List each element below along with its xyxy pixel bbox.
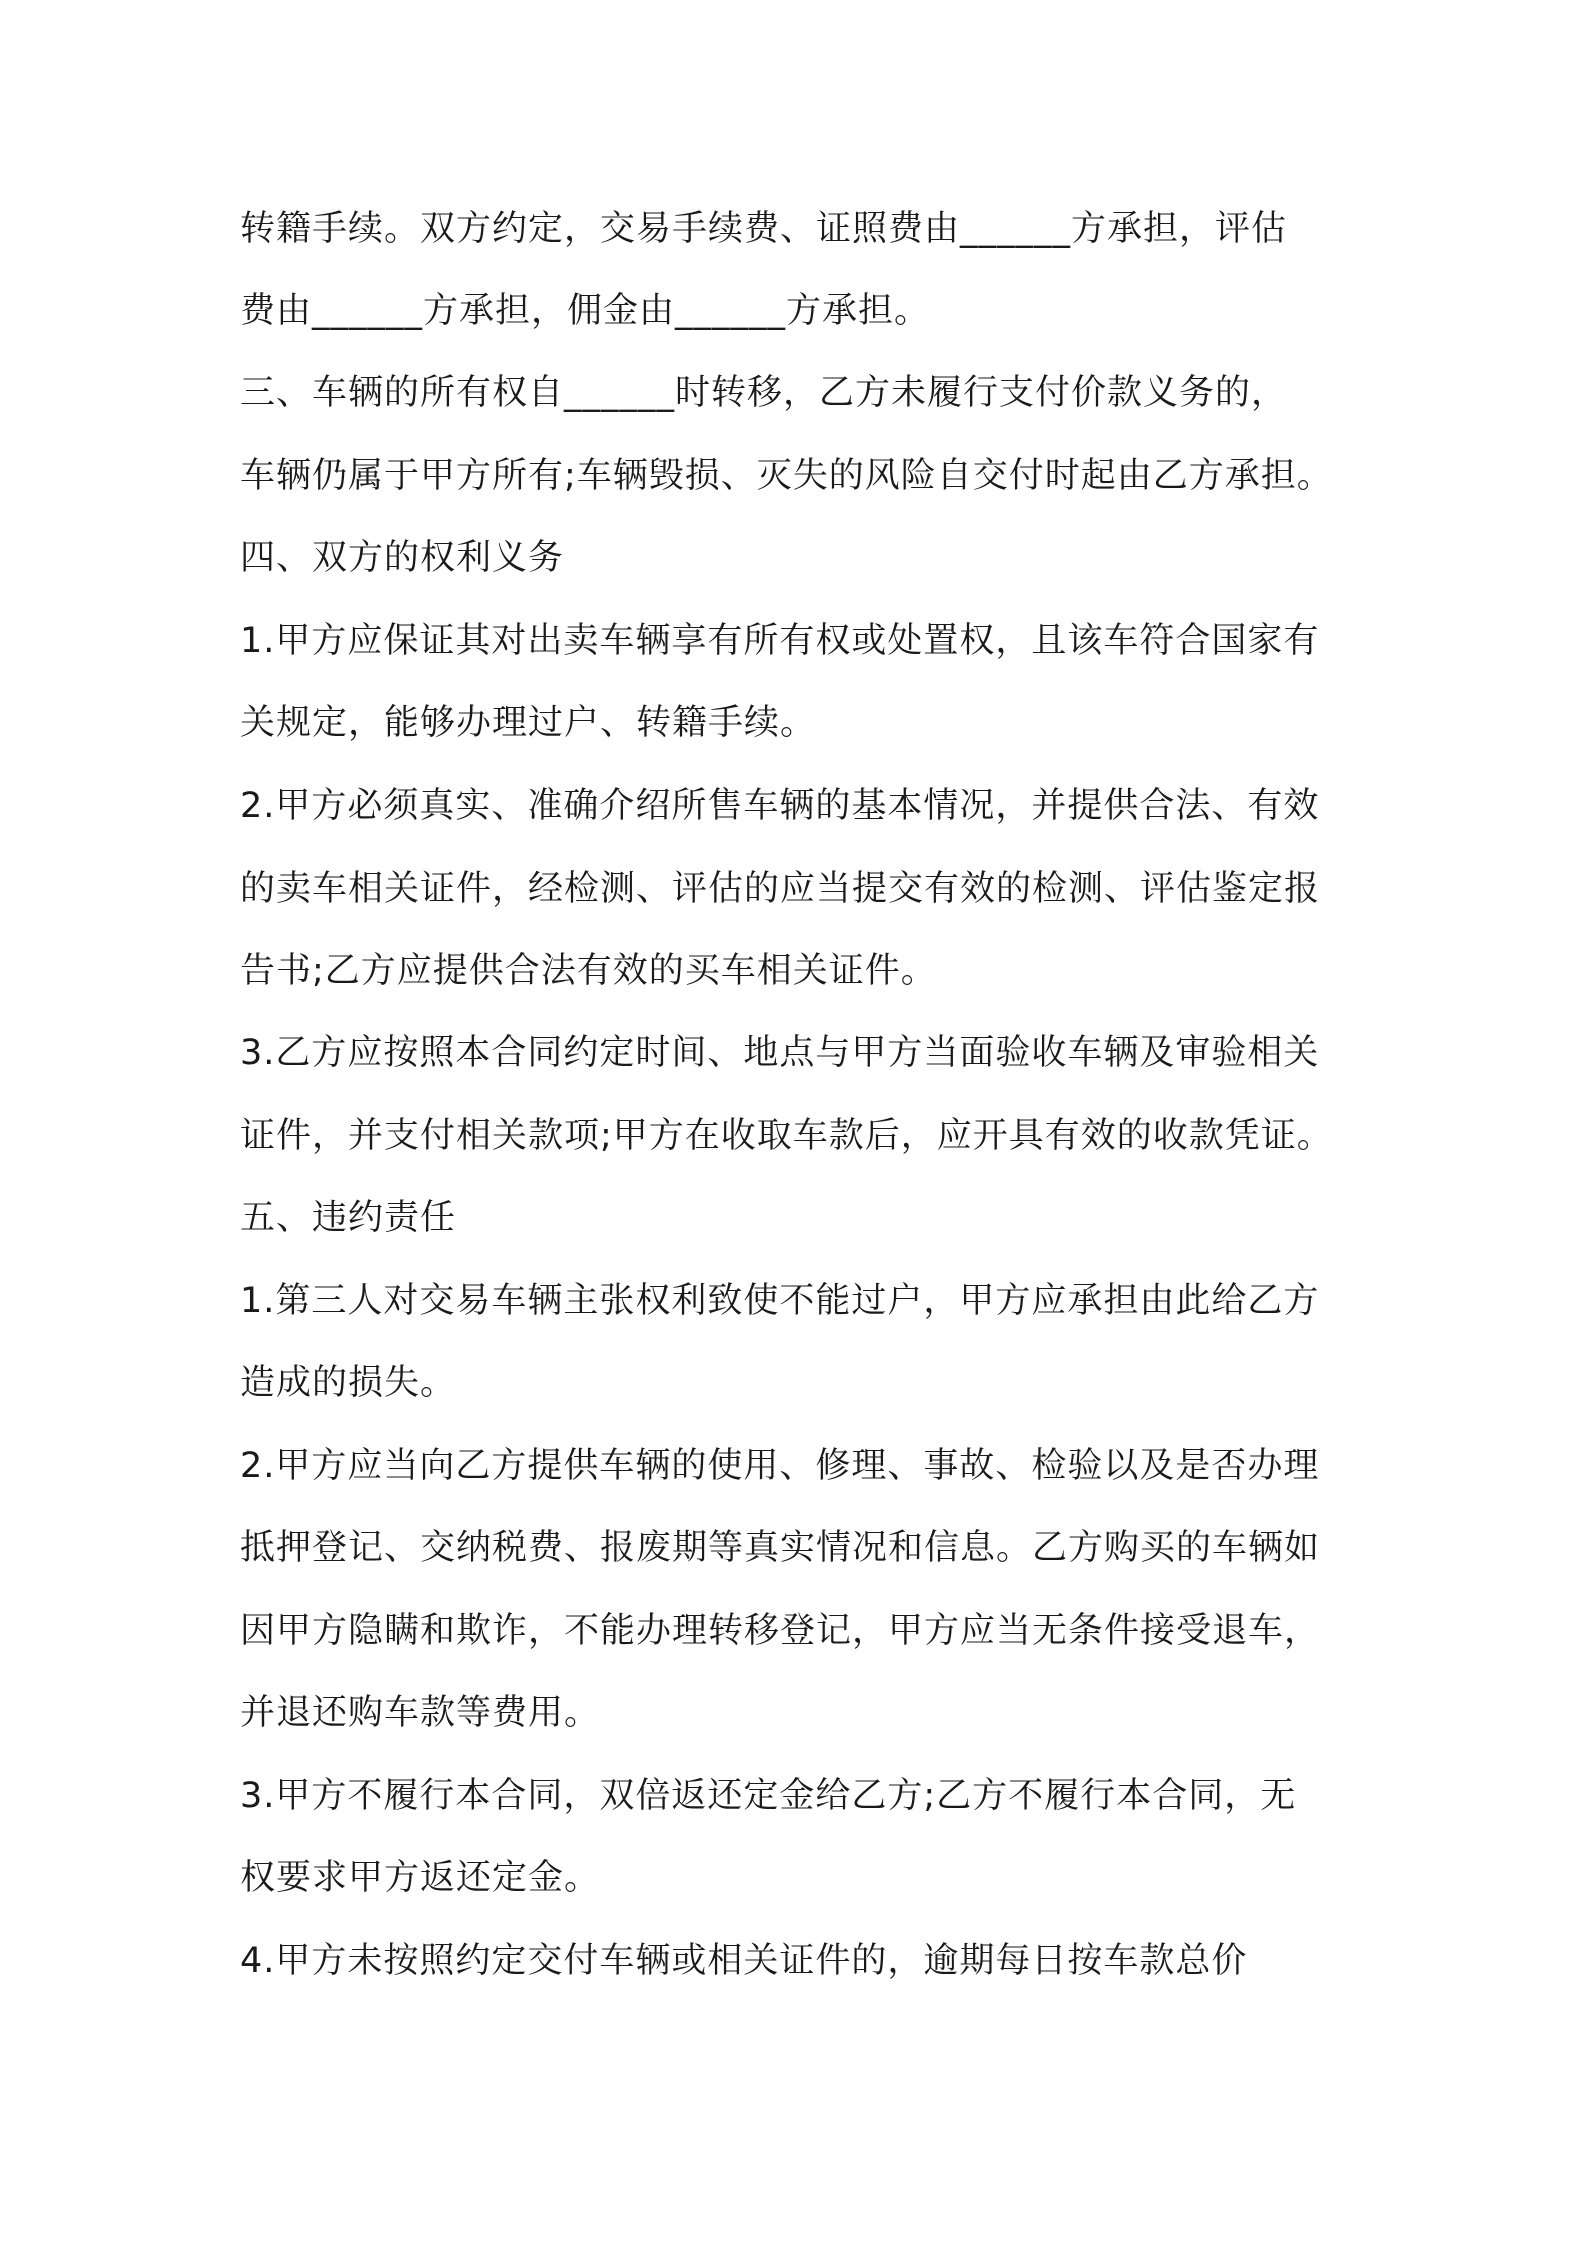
section-heading: 四、双方的权利义务 <box>240 538 565 578</box>
text-line: 告书;乙方应提供合法有效的买车相关证件。 <box>240 951 937 991</box>
text-line: 1.甲方应保证其对出卖车辆享有所有权或处置权，且该车符合国家有 <box>240 621 1320 661</box>
text-line: 并退还购车款等费用。 <box>240 1693 601 1733</box>
section-heading-line: 三、车辆的所有权自______时转移，乙方未履行支付价款义务的， <box>240 373 1288 413</box>
text-line: 造成的损失。 <box>240 1363 457 1403</box>
text-line: 转籍手续。双方约定，交易手续费、证照费由______方承担，评估 <box>240 209 1288 249</box>
text-line: 费由______方承担，佣金由______方承担。 <box>240 291 931 331</box>
text-line: 车辆仍属于甲方所有;车辆毁损、灭失的风险自交付时起由乙方承担。 <box>240 456 1333 496</box>
text-line: 3.乙方应按照本合同约定时间、地点与甲方当面验收车辆及审验相关 <box>240 1033 1320 1073</box>
text-line: 证件，并支付相关款项;甲方在收取车款后，应开具有效的收款凭证。 <box>240 1116 1333 1156</box>
text-line: 1.第三人对交易车辆主张权利致使不能过户，甲方应承担由此给乙方 <box>240 1281 1320 1321</box>
section-heading: 五、违约责任 <box>240 1198 457 1238</box>
text-line: 权要求甲方返还定金。 <box>240 1858 601 1898</box>
text-line: 抵押登记、交纳税费、报废期等真实情况和信息。乙方购买的车辆如 <box>240 1528 1321 1568</box>
text-line: 4.甲方未按照约定交付车辆或相关证件的，逾期每日按车款总价 <box>240 1941 1248 1981</box>
text-line: 的卖车相关证件，经检测、评估的应当提交有效的检测、评估鉴定报 <box>240 869 1321 909</box>
text-line: 2.甲方必须真实、准确介绍所售车辆的基本情况，并提供合法、有效 <box>240 786 1320 826</box>
text-line: 3.甲方不履行本合同，双倍返还定金给乙方;乙方不履行本合同，无 <box>240 1776 1297 1816</box>
text-line: 因甲方隐瞒和欺诈，不能办理转移登记，甲方应当无条件接受退车， <box>240 1611 1321 1651</box>
text-line: 关规定，能够办理过户、转籍手续。 <box>240 703 817 743</box>
text-line: 2.甲方应当向乙方提供车辆的使用、修理、事故、检验以及是否办理 <box>240 1446 1320 1486</box>
